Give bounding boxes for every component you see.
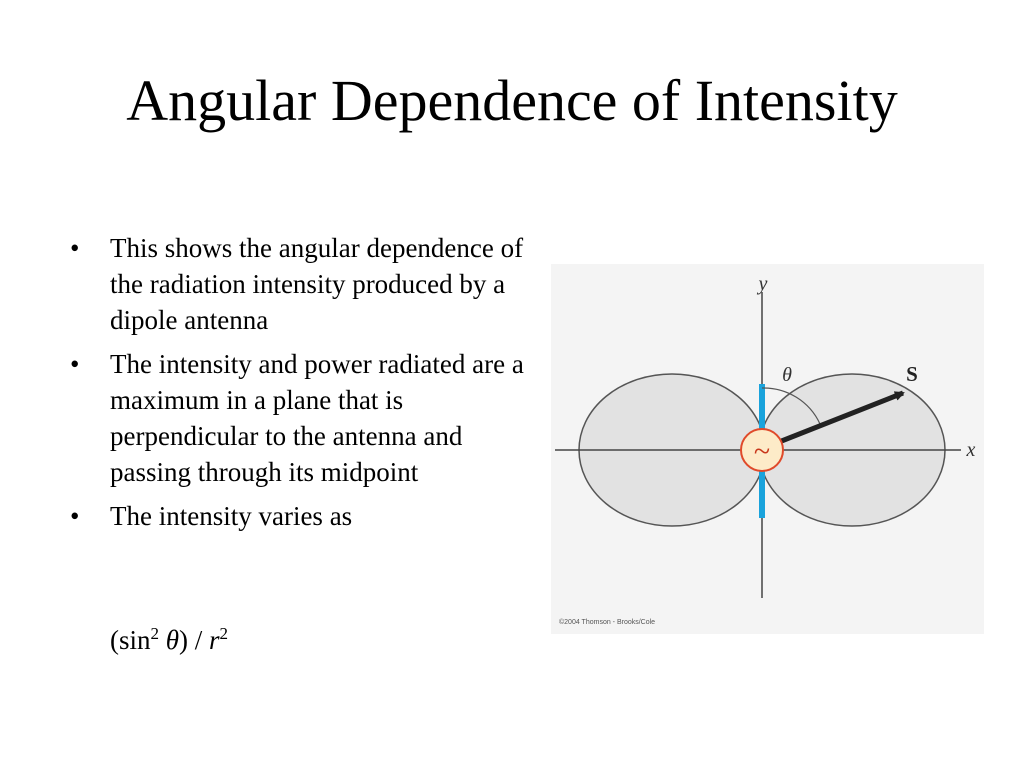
bullet-text: This shows the angular dependence of the radiation intensity produced by a dipole antenna <box>110 233 524 335</box>
bullet-dot: • <box>70 501 80 531</box>
copyright-credit: ©2004 Thomson - Brooks/Cole <box>559 619 656 626</box>
y-axis-label: y <box>758 273 768 295</box>
bullet-dot: • <box>70 233 80 263</box>
bullet-list <box>68 230 538 542</box>
bullet-item <box>68 230 538 338</box>
formula-exponent: 2 <box>219 624 229 643</box>
formula-open: (sin <box>110 625 151 655</box>
bullet-item <box>68 346 538 490</box>
ac-source-symbol: ~ <box>753 435 771 468</box>
x-axis-label: x <box>966 439 976 461</box>
bullet-item <box>68 498 538 534</box>
formula-exponent: 2 <box>150 624 159 643</box>
formula-theta: θ <box>165 625 180 655</box>
formula-close: ) / <box>179 625 210 655</box>
bullet-dot: • <box>70 349 80 379</box>
bullet-text: The intensity and power radiated are a maximum in a plane that is perpendicular to the antenna and passing through its midpoint <box>110 349 524 487</box>
slide-title: Angular Dependence of Intensity <box>126 68 898 133</box>
bullet-text: The intensity varies as <box>110 501 353 531</box>
formula-r: r <box>209 625 220 655</box>
dipole-radiation-figure <box>551 264 984 634</box>
intensity-formula <box>110 622 228 662</box>
theta-label: θ <box>782 364 792 386</box>
vector-label: S <box>906 362 918 386</box>
